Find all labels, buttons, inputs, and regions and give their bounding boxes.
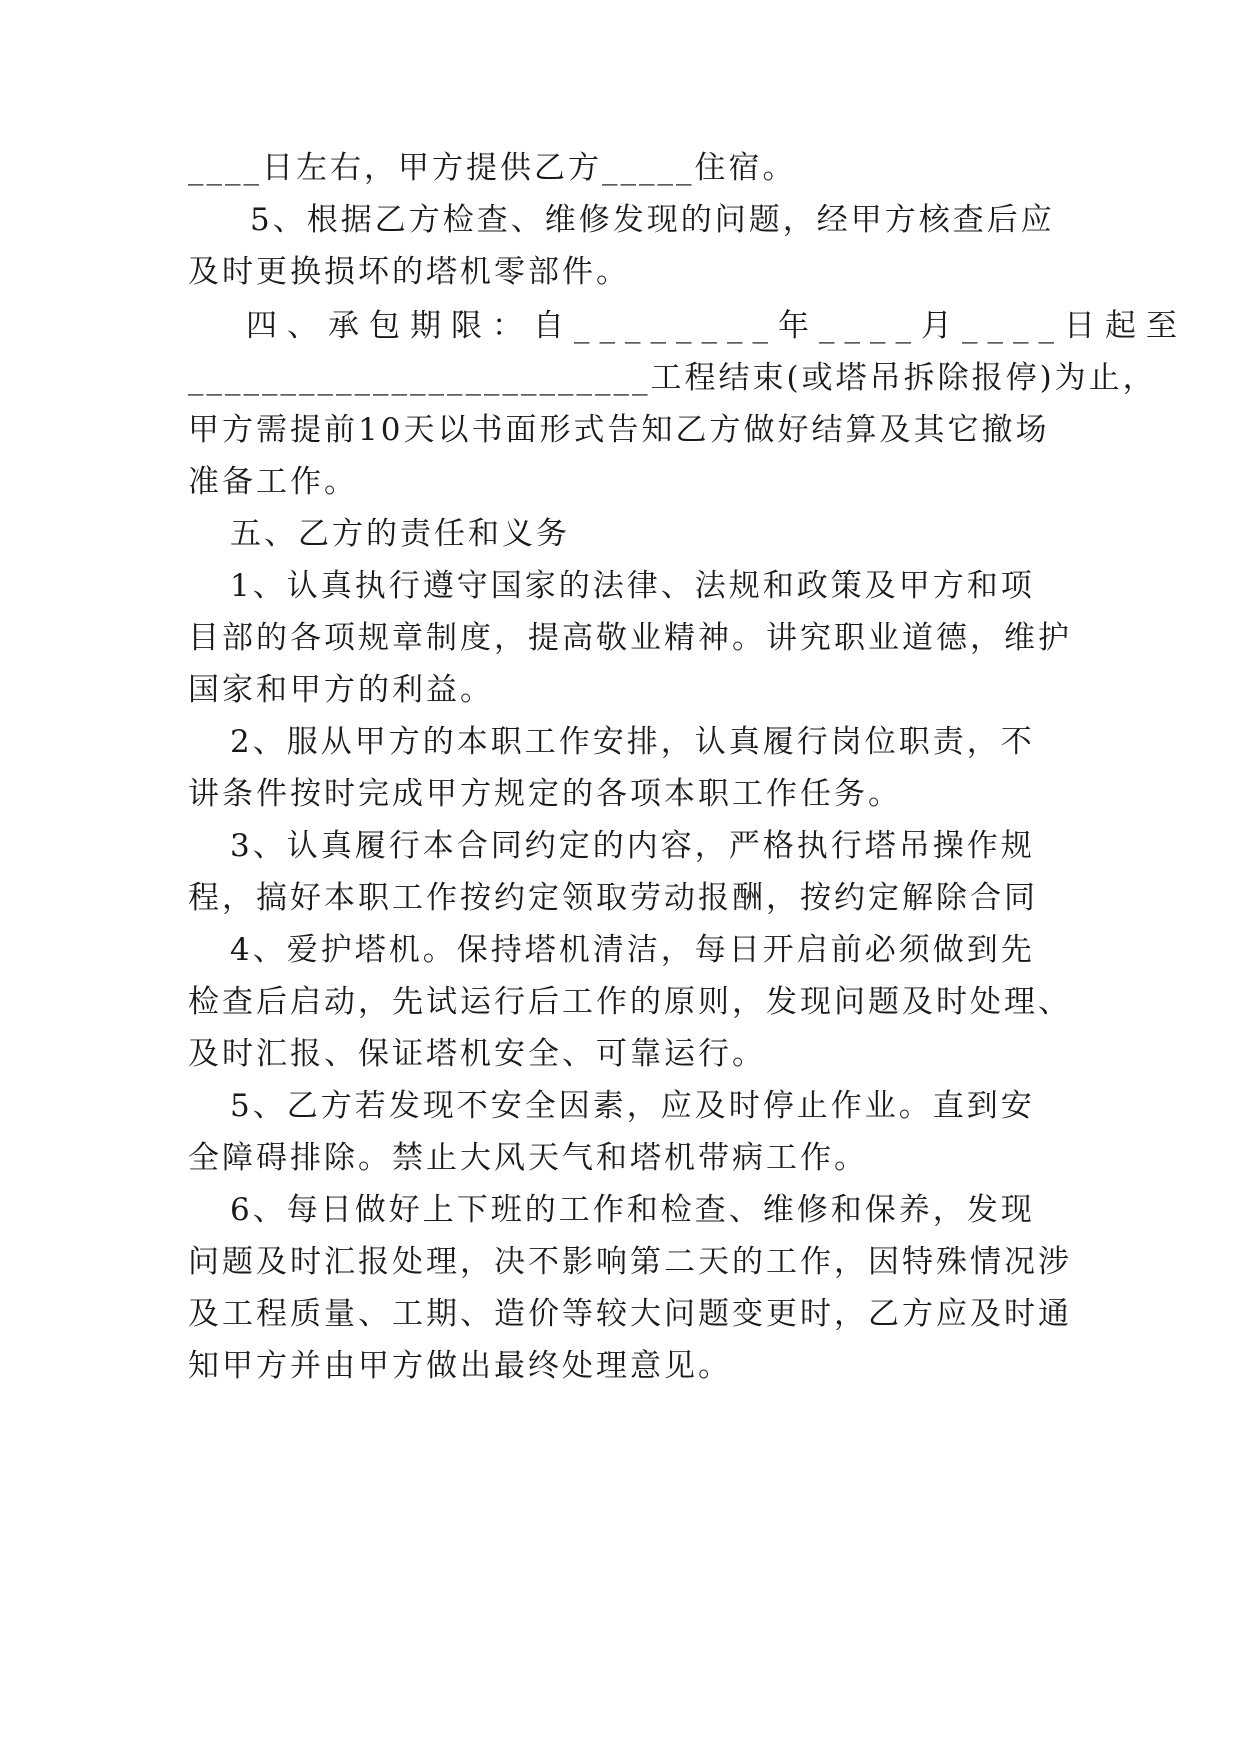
text-line: 全障碍排除。禁止大风天气和塔机带病工作。 <box>188 1140 868 1176</box>
text-line: 5、乙方若发现不安全因素，应及时停止作业。直到安 <box>230 1088 1035 1124</box>
text-line: 甲方需提前10天以书面形式告知乙方做好结算及其它撤场 <box>188 412 1050 448</box>
text-line: 程，搞好本职工作按约定领取劳动报酬，按约定解除合同 <box>188 880 1038 916</box>
section-heading-duties: 五、乙方的责任和义务 <box>230 516 570 552</box>
text-line: 检查后启动，先试运行后工作的原则，发现问题及时处理、 <box>188 984 1072 1020</box>
text-line: 5、根据乙方检查、维修发现的问题，经甲方核查后应 <box>250 202 1055 238</box>
text-line: 知甲方并由甲方做出最终处理意见。 <box>188 1348 732 1384</box>
text-line: 及工程质量、工期、造价等较大问题变更时，乙方应及时通 <box>188 1296 1072 1332</box>
text-line: ____日左右，甲方提供乙方_____住宿。 <box>188 150 797 186</box>
text-line: 国家和甲方的利益。 <box>188 672 494 708</box>
text-line: 讲条件按时完成甲方规定的各项本职工作任务。 <box>188 776 902 812</box>
text-line: 准备工作。 <box>188 464 358 500</box>
text-line: _________________________工程结束(或塔吊拆除报停)为止， <box>188 360 1157 396</box>
text-line: 1、认真执行遵守国家的法律、法规和政策及甲方和项 <box>230 568 1035 604</box>
text-line: 2、服从甲方的本职工作安排，认真履行岗位职责，不 <box>230 724 1035 760</box>
text-line: 6、每日做好上下班的工作和检查、维修和保养，发现 <box>230 1192 1035 1228</box>
section-heading-term: 四、承包期限：自________年____月____日起至 <box>246 308 1187 344</box>
text-line: 4、爱护塔机。保持塔机清洁，每日开启前必须做到先 <box>230 932 1035 968</box>
text-line: 及时汇报、保证塔机安全、可靠运行。 <box>188 1036 766 1072</box>
text-line: 及时更换损坏的塔机零部件。 <box>188 254 630 290</box>
text-line: 3、认真履行本合同约定的内容，严格执行塔吊操作规 <box>230 828 1035 864</box>
text-line: 目部的各项规章制度，提高敬业精神。讲究职业道德，维护 <box>188 620 1072 656</box>
text-line: 问题及时汇报处理，决不影响第二天的工作，因特殊情况涉 <box>188 1244 1072 1280</box>
